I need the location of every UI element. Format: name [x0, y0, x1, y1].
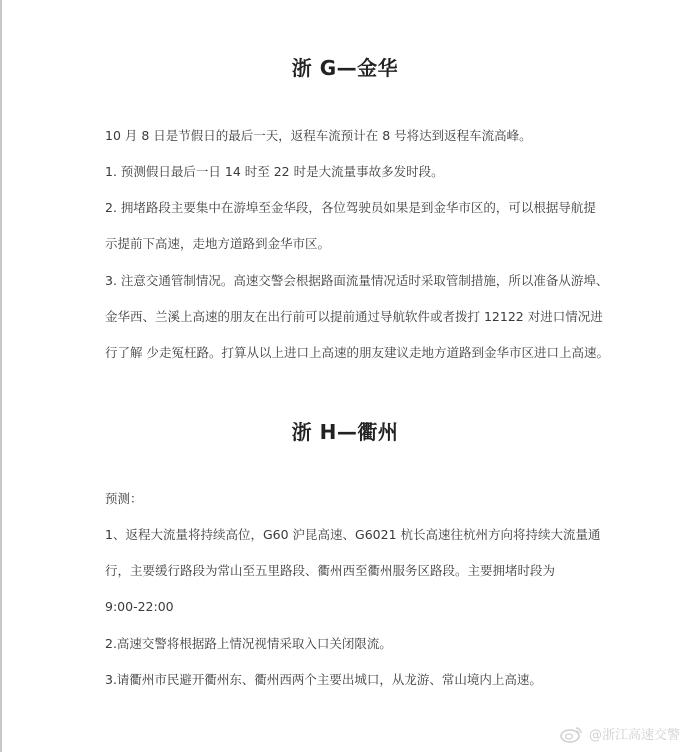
paragraph-line: 金华西、兰溪上高速的朋友在出行前可以提前通过导航软件或者拨打 12122 对进口情况进 — [105, 309, 603, 324]
paragraph-line: 1、返程大流量将持续高位，G60 沪昆高速、G6021 杭长高速往杭州方向将持续大流量通 — [105, 527, 601, 542]
left-border — [0, 0, 2, 752]
paragraph-line: 2. 拥堵路段主要集中在游埠至金华段，各位驾驶员如果是到金华市区的，可以根据导航提 — [105, 200, 596, 215]
paragraph-line: 9:00-22:00 — [105, 599, 174, 614]
paragraph-line: 1. 预测假日最后一日 14 时至 22 时是大流量事故多发时段。 — [105, 164, 444, 179]
paragraph-line: 示提前下高速，走地方道路到金华市区。 — [105, 236, 331, 251]
section-title-quzhou: 浙 H—衢州 — [291, 420, 399, 444]
paragraph-line: 行了解 少走冤枉路。打算从以上进口上高速的朋友建议走地方道路到金华市区进口上高速。 — [105, 345, 609, 360]
paragraph-line: 10 月 8 日是节假日的最后一天，返程车流预计在 8 号将达到返程车流高峰。 — [105, 128, 532, 143]
paragraph-line: 2.高速交警将根据路上情况视情采取入口关闭限流。 — [105, 636, 392, 651]
section-title-jinhua: 浙 G—金华 — [291, 56, 399, 80]
paragraph-line: 3. 注意交通管制情况。高速交警会根据路面流量情况适时采取管制措施，所以准备从游埠、 — [105, 273, 609, 288]
weibo-icon — [559, 725, 585, 743]
watermark — [559, 724, 680, 743]
paragraph-line: 预测： — [105, 491, 143, 506]
paragraph-line: 3.请衢州市民避开衢州东、衢州西两个主要出城口，从龙游、常山境内上高速。 — [105, 672, 542, 687]
watermark-text: @浙江高速交警 — [588, 728, 680, 743]
paragraph-line: 行，主要缓行路段为常山至五里路段、衢州西至衢州服务区路段。主要拥堵时段为 — [105, 563, 556, 578]
